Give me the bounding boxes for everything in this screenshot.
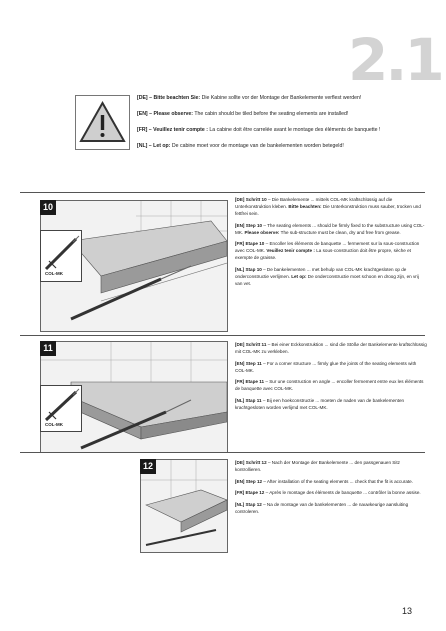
- step-paragraph: [NL] Stap 11 – Bij een hoekconstructie ... moeten de naden van de bankelementen krachtgesloten worden verlijmd met COL-MK.: [235, 397, 405, 410]
- warning-line: [EN] – Please observe: The cabin should be tiled before the seating elements are installed!: [137, 111, 349, 117]
- step-paragraph: [EN] Step 11 – For a corner structure ... firmly glue the joints of the seating elements with COL-MK.: [235, 360, 417, 373]
- step-11-text: [235, 341, 427, 415]
- cartridge-icon: [41, 386, 81, 422]
- step-12-text: [235, 459, 427, 519]
- section-divider: [20, 335, 425, 336]
- col-mk-product-badge: [40, 385, 82, 432]
- warning-icon-box: [75, 95, 130, 150]
- warning-lines: [137, 95, 427, 159]
- step-paragraph: [FR] Etape 10 – Encoller les éléments de banquette ... fermement sur la sous-construction avec COL-MK. Veuillez tenir compte : La sous-construction doit être propre, sèche et exempte de graisse.: [235, 241, 420, 260]
- step-number-badge: 10: [40, 200, 56, 215]
- cartridge-icon: [41, 231, 81, 271]
- warning-line: [NL] – Let op: De cabine moet voor de montage van de bankelementen worden betegeld!: [137, 143, 344, 149]
- step-number-badge: 11: [40, 341, 56, 356]
- page-number: 13: [402, 606, 413, 616]
- step-paragraph: [FR] Etape 12 – Après le montage des éléments de banquette ... contrôler la bonne assise.: [235, 490, 421, 495]
- step-paragraph: [FR] Etape 11 – Sur une construction en angle ... encoller fermement entre eux les éléments de banquette avec COL-MK.: [235, 379, 424, 391]
- step-paragraph: [NL] Stap 12 – Na de montage van de bankelementen ... de nauwkeurige aansluiting controleren.: [235, 501, 409, 514]
- section-divider: [20, 192, 425, 193]
- step-paragraph: [EN] Step 12 – After installation of the seating elements ... check that the fit is accurate.: [235, 478, 413, 484]
- step-paragraph: [DE] Schritt 10 – Die Bankelemente ... mittels COL-MK kraftschlüssig auf die Unterkonstruktion kleben. Bitte beachten: Die Unterkonstruktion muss sauber, trocken und fettfrei sein.: [235, 197, 421, 216]
- section-number: 2.1: [348, 26, 442, 94]
- step-paragraph: [NL] Stap 10 – De bankelementen ... met behulp van COL-MK krachtgesloten op de onderconstructie verlijmen. Let op: De onderconstructie moet schoon en droog zijn, en vrij van vet.: [235, 266, 419, 286]
- warning-line: [DE] – Bitte beachten Sie: Die Kabine sollte vor der Montage der Bankelemente verflest werden!: [137, 95, 362, 101]
- section-divider: [20, 452, 425, 453]
- step-10-text: [235, 196, 427, 291]
- step-number-badge: 12: [140, 459, 156, 474]
- warning-line: [FR] – Veuillez tenir compte : La cabine doit être carrelée avant le montage des éléments de banquette !: [137, 127, 381, 133]
- step-paragraph: [EN] Step 10 – The seating elements ... should be firmly fixed to the substructure using COL-MK. Please observe: The sub-structure must be clean, dry and free from grease.: [235, 222, 425, 235]
- step-paragraph: [DE] Schritt 12 – Nach der Montage der Bankelemente ... den passgenauen Sitz kontrollieren.: [235, 460, 400, 472]
- warning-triangle-icon: [75, 95, 130, 150]
- col-mk-product-badge: [40, 230, 82, 282]
- col-mk-label: COL-MK: [45, 271, 63, 276]
- step-paragraph: [DE] Schritt 11 – Bei einer Eckkonstruktion ... sind die Stöße der Bankelemente kraftschlüssig mit COL-MK zu verkleben.: [235, 342, 427, 354]
- col-mk-label: COL-MK: [45, 422, 63, 427]
